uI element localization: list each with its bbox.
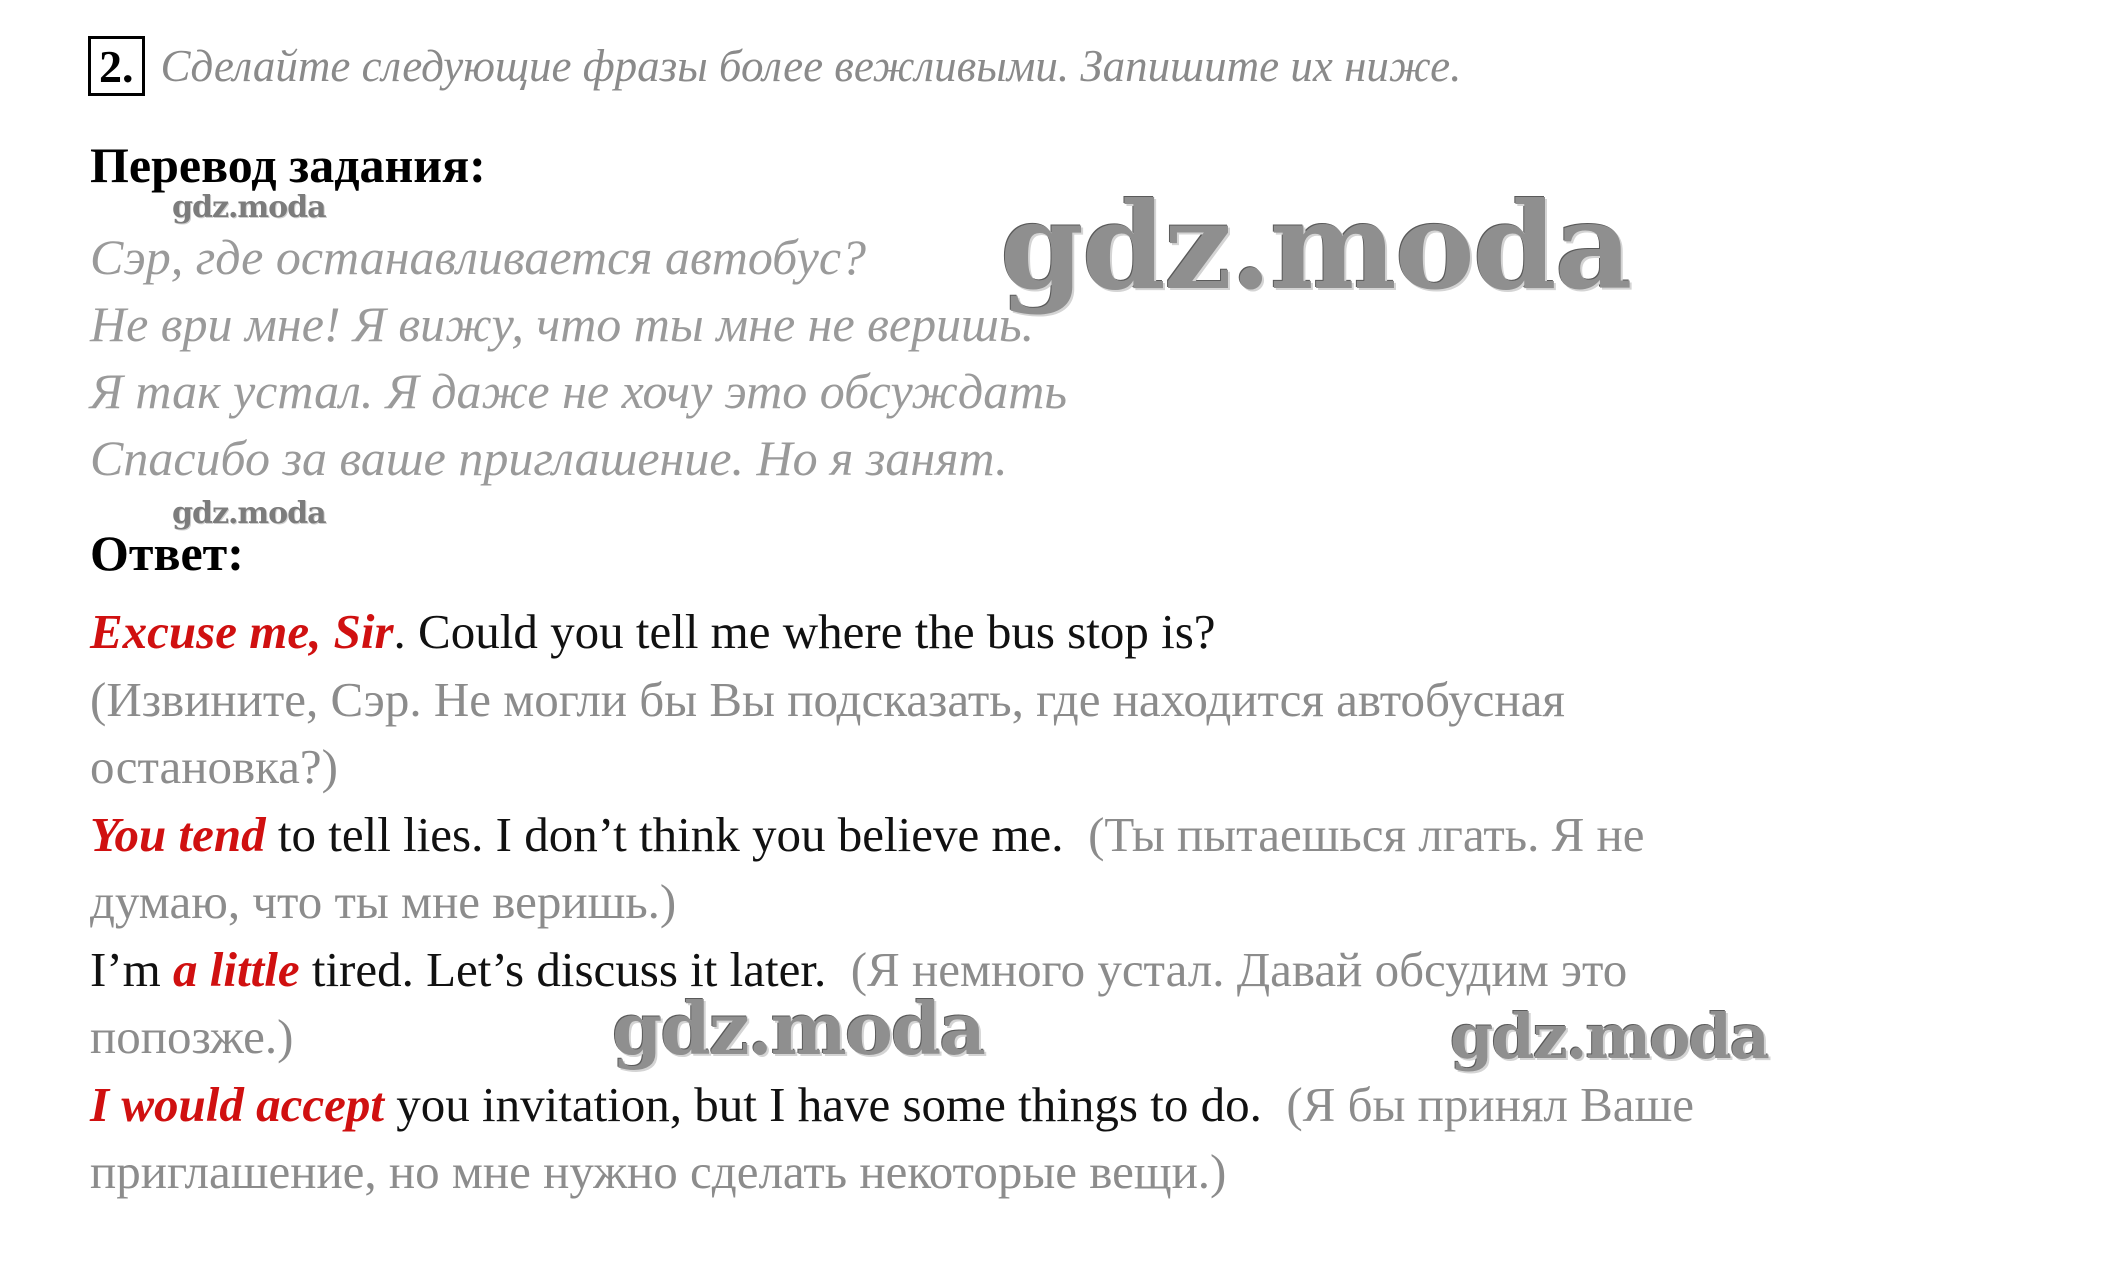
translation-line: Спасибо за ваше приглашение. Но я занят. (90, 430, 1008, 486)
task-instruction: Сделайте следующие фразы более вежливыми. Запишите их ниже. (160, 41, 1462, 91)
task-number: 2. (88, 36, 145, 96)
answer-translation: попозже.) (90, 1009, 294, 1064)
answer-translation: (Я немного устал. Давай обсудим это (850, 941, 1628, 997)
translation-text (90, 224, 1067, 492)
answer-text: you invitation, but I have some things to do. (383, 1076, 1262, 1132)
answer-sentence (90, 801, 2050, 869)
answer-text: to tell lies. I don’t think you believe me. (265, 806, 1064, 862)
translation-line: Я так устал. Я даже не хочу это обсуждать (90, 363, 1068, 419)
answer-highlight: Excuse me, Sir (90, 604, 394, 659)
answer-sentence (90, 598, 2050, 666)
watermark: gdz.moda (172, 190, 326, 225)
answer-highlight: I would accept (90, 1076, 384, 1132)
watermark: gdz.moda (1450, 1000, 1768, 1073)
answer-translation: (Ты пытаешься лгать. Я не (1088, 806, 1645, 862)
watermark: gdz.moda (1000, 176, 1631, 317)
answer-translation: (Я бы принял Ваше (1286, 1076, 1694, 1132)
translation-line: Не ври мне! Я вижу, что ты мне не веришь. (90, 296, 1035, 352)
answer-translation: думаю, что ты мне веришь.) (90, 874, 677, 929)
answer-sentence (90, 1071, 2050, 1139)
answer-heading: Ответ: (90, 525, 244, 581)
translation-heading: Перевод задания: (90, 137, 486, 193)
answer-highlight: a little (173, 941, 300, 997)
answer-text: tired. Let’s discuss it later. (299, 941, 827, 997)
answer-translation: остановка?) (90, 739, 338, 794)
answer-text: . Could you tell me where the bus stop is? (393, 604, 1216, 659)
watermark: gdz.moda (612, 986, 984, 1071)
task-header (88, 36, 1461, 96)
answer-list (90, 598, 2050, 1206)
answer-sentence (90, 936, 2050, 1004)
answer-translation: приглашение, но мне нужно сделать некоторые вещи.) (90, 1144, 1227, 1199)
answer-highlight: You tend (90, 806, 266, 862)
watermark: gdz.moda (172, 496, 326, 531)
answer-translation: (Извините, Сэр. Не могли бы Вы подсказать, где находится автобусная (90, 671, 1565, 727)
translation-line: Сэр, где останавливается автобус? (90, 229, 867, 285)
answer-text: I’m (90, 941, 173, 997)
